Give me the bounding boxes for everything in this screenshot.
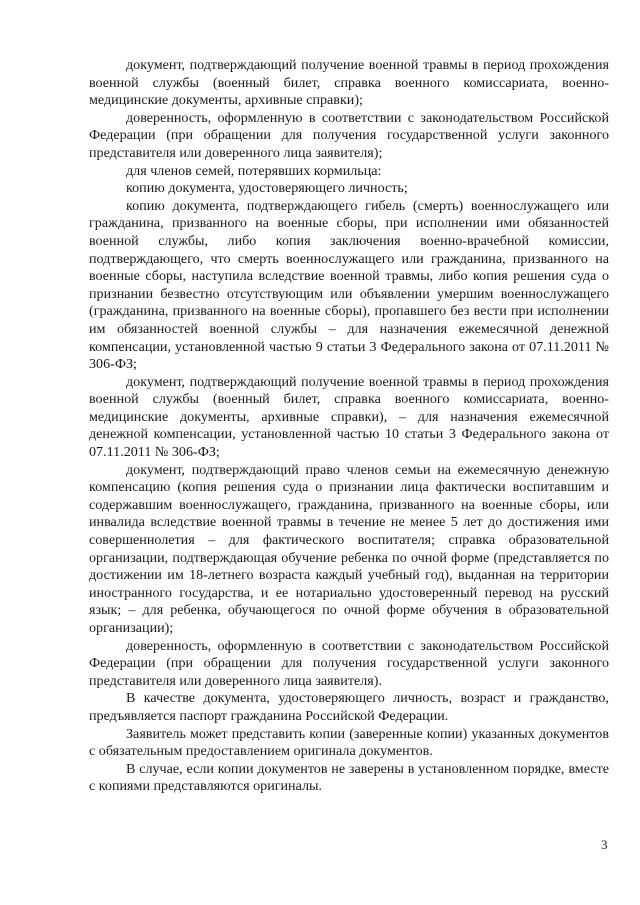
page-number: 3 [601,837,608,852]
paragraph-copies: Заявитель может представить копии (заверенные копии) указанных документов с обязательным предоставлением оригинала документов. [89,725,609,760]
paragraph-power-of-attorney: доверенность, оформленную в соответствии с законодательством Российской Федерации (при обращении для получения государственной услуги законного представителя или доверенного лица заявителя); [89,109,609,161]
paragraph-family-rights-document: документ, подтверждающий право членов семьи на ежемесячную денежную компенсацию (копия решения суда о признании лица фактически воспитавшим и содержавшим военнослужащего, гражданина, призванного на военные сборы, или инвалида вследствие военной травмы в течение не менее 5 лет до достижения ими совершеннолетия – для фактического воспитателя; справка образовательной организации, подтверждающая обучение ребенка по очной форме (представляется по достижении им 18-летнего возраста каждый учебный год), выданная на территории иностранного государства, и ее нотариально удостоверенный перевод на русский язык; – для ребенка, обучающегося по очной форме обучения в образовательной организации); [89,461,609,636]
paragraph-family-members-heading: для членов семей, потерявших кормильца: [126,162,382,179]
paragraph-military-trauma-document: документ, подтверждающий получение военной травмы в период прохождения военной службы (военный билет, справка военного комиссариата, военно-медицинские документы, архивные справки); [89,57,609,109]
paragraph-passport: В качестве документа, удостоверяющего личность, возраст и гражданство, предъявляется паспорт гражданина Российской Федерации. [89,690,609,724]
paragraph-military-trauma-document-2: документ, подтверждающий получение военной травмы в период прохождения военной службы (военный билет, справка военного комиссариата, военно-медицинские документы, архивные справки), – для назначения ежемесячной денежной компенсации, установленной частью 10 статьи 3 Федерального закона от 07.11.2011 № 306-ФЗ; [89,373,609,461]
paragraph-identity-copy: копию документа, удостоверяющего личность; [126,180,408,197]
paragraph-power-of-attorney-2: доверенность, оформленную в соответствии с законодательством Российской Федерации (при обращении для получения государственной услуги законного представителя или доверенного лица заявителя). [89,637,609,689]
document-page [89,57,609,796]
paragraph-originals: В случае, если копии документов не заверены в установленном порядке, вместе с копиями представляются оригиналы. [89,760,609,795]
paragraph-death-confirmation: копию документа, подтверждающего гибель (смерть) военнослужащего или гражданина, призванного на военные сборы, при исполнении ими обязанностей военной службы, либо копия заключения военно-врачебной комиссии, подтверждающего, что смерть военнослужащего или гражданина, призванного на военные сборы, наступила вследствие военной травмы, либо копия решения суда о признании безвестно отсутствующим или объявлении умершим военнослужащего (гражданина, призванного на военные сборы), пропавшего без вести при исполнении им обязанностей военной службы – для назначения ежемесячной денежной компенсации, установленной частью 9 статьи 3 Федерального закона от 07.11.2011 № 306-ФЗ; [89,197,609,373]
